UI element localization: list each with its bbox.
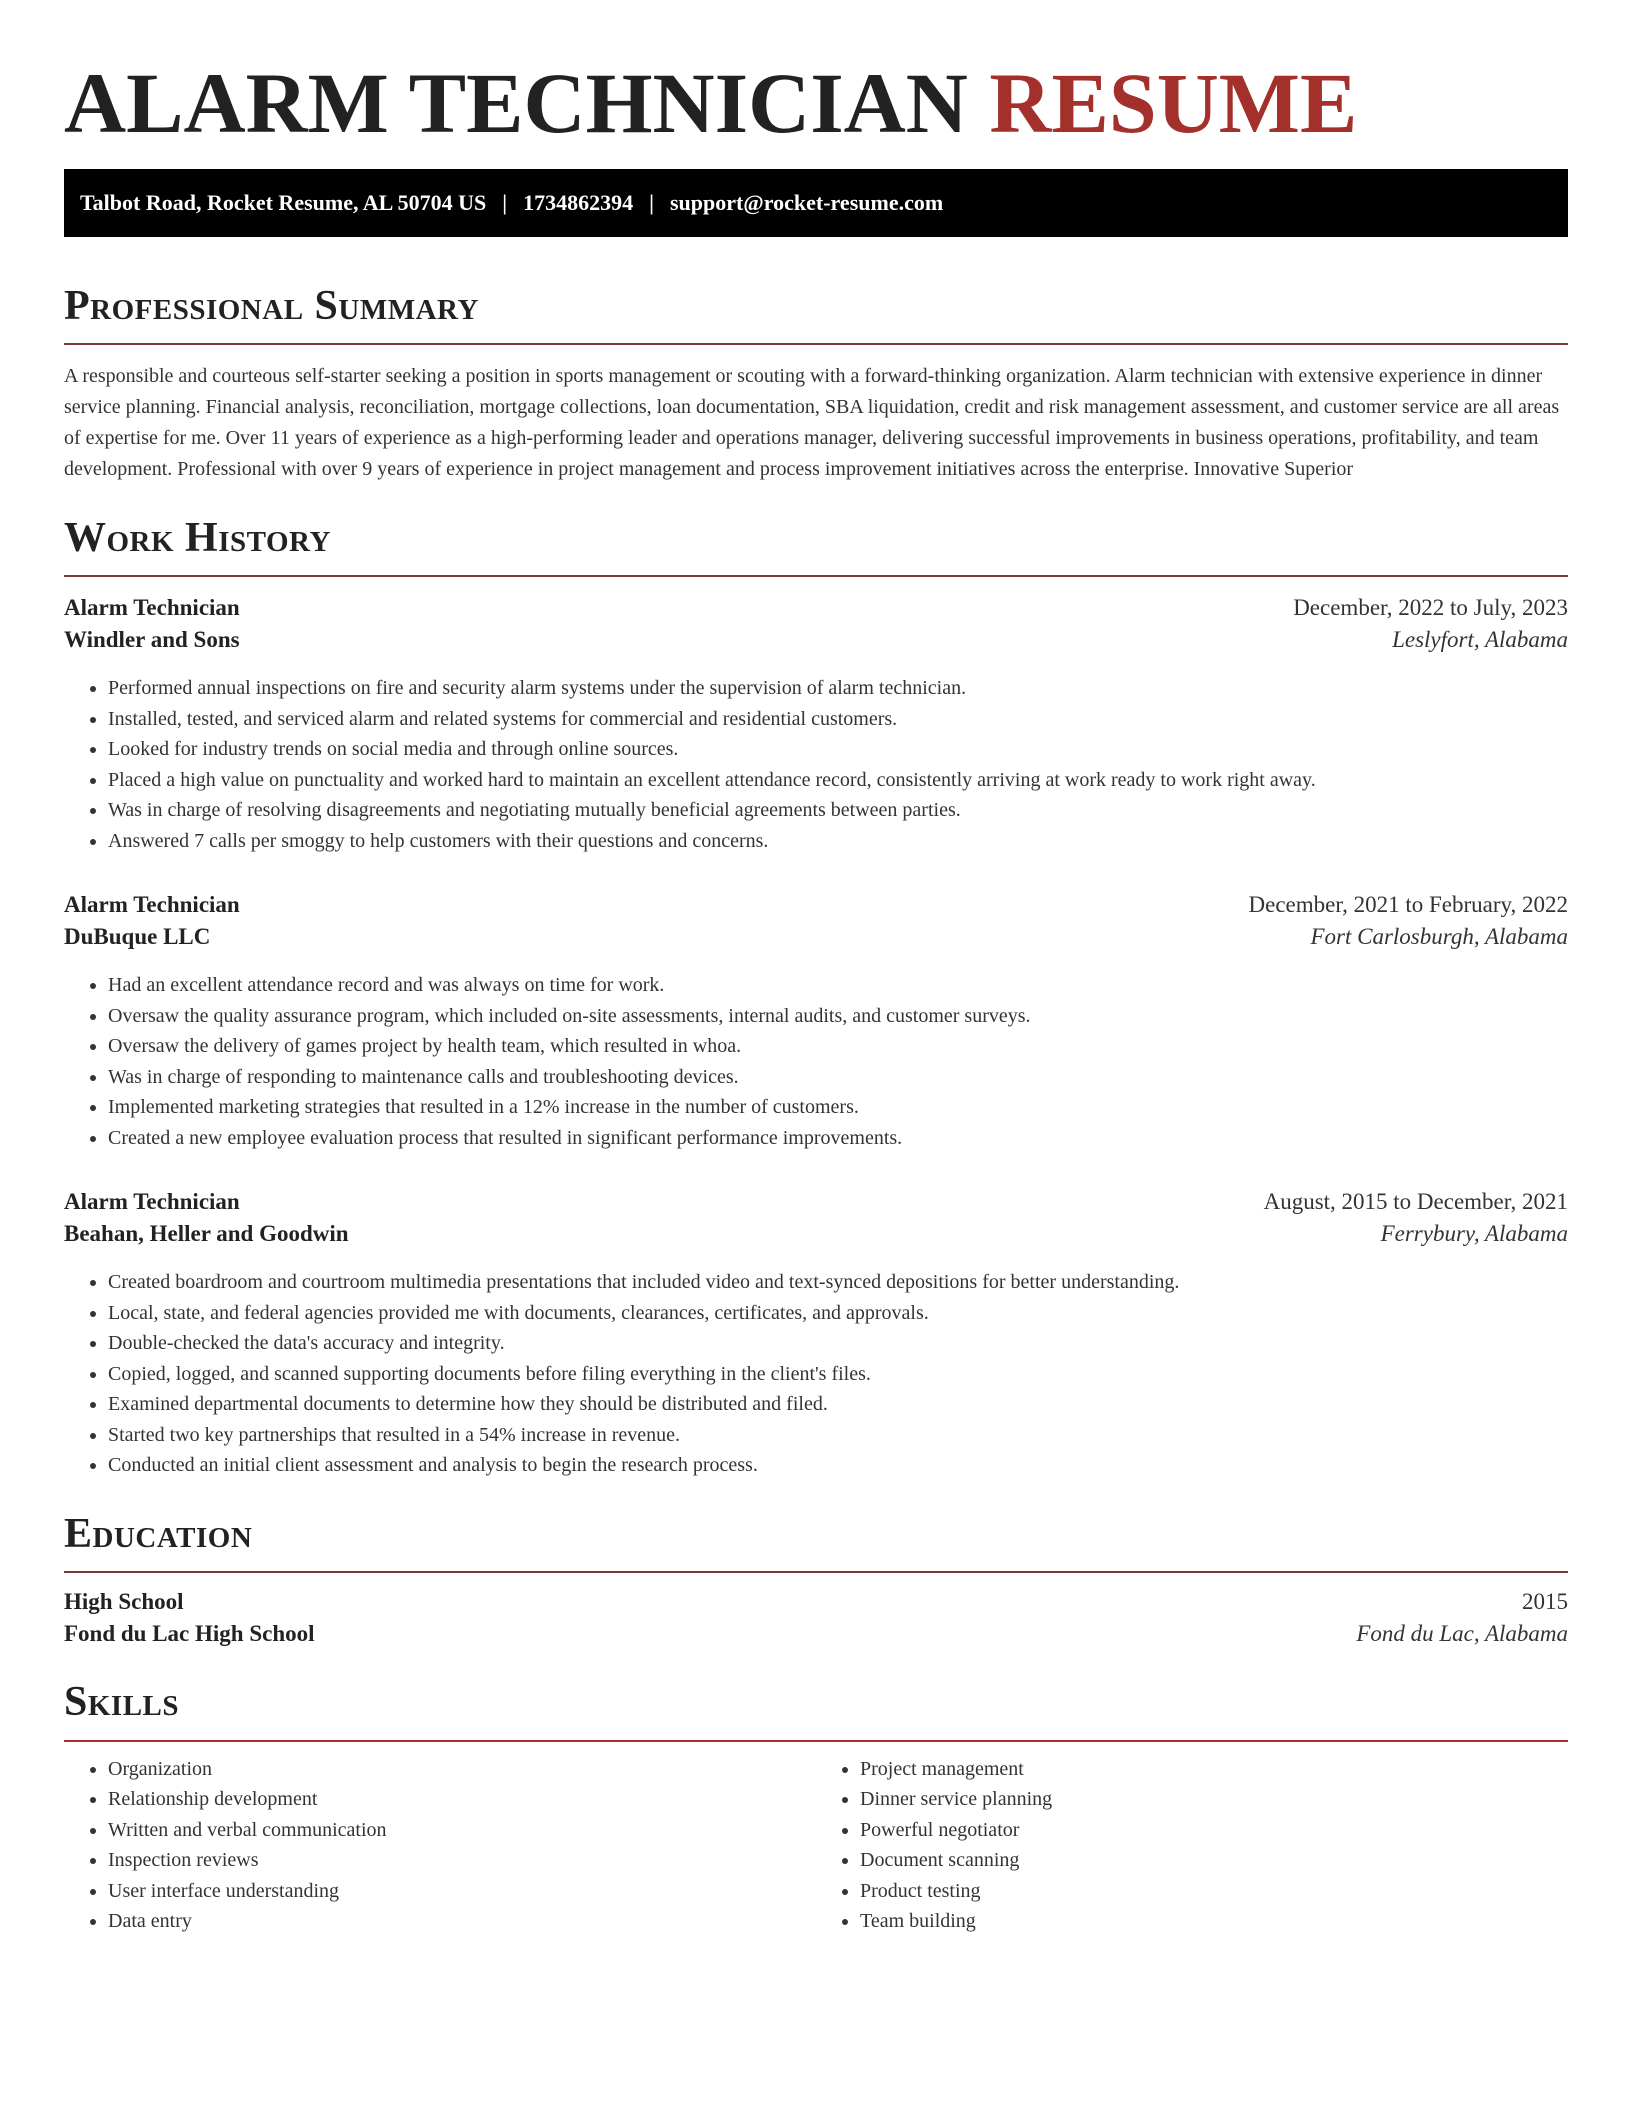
section-heading-work-history: Work History xyxy=(64,514,331,561)
job-company: Beahan, Heller and Goodwin xyxy=(64,1221,349,1247)
skill-item: • Data entry xyxy=(108,1906,816,1937)
list-item: • Performed annual inspections on fire and security alarm systems under the supervision of alarm technician. xyxy=(108,673,1568,704)
list-item: • Conducted an initial client assessment and analysis to begin the research process. xyxy=(108,1450,1568,1481)
skill-item: • Project management xyxy=(860,1754,1568,1785)
contact-separator: | xyxy=(502,189,508,215)
list-item: • Oversaw the delivery of games project by health team, which resulted in whoa. xyxy=(108,1031,1568,1062)
education-degree: High School xyxy=(64,1589,184,1615)
list-item: • Oversaw the quality assurance program, which included on-site assessments, internal audits, and customer surveys. xyxy=(108,1001,1568,1032)
contact-email[interactable]: support@rocket-resume.com xyxy=(669,189,944,215)
skill-item: • Dinner service planning xyxy=(860,1784,1568,1815)
job-location: Fort Carlosburgh, Alabama xyxy=(1310,924,1568,950)
skill-item: • Relationship development xyxy=(108,1784,816,1815)
title-accent: RESUME xyxy=(989,55,1358,151)
job-location: Ferrybury, Alabama xyxy=(1380,1221,1568,1247)
job-bullets xyxy=(64,673,1568,856)
section-divider xyxy=(64,1740,1568,1742)
job-company: Windler and Sons xyxy=(64,627,240,653)
skills-list-left xyxy=(64,1754,816,1937)
job-dates: December, 2021 to February, 2022 xyxy=(1248,892,1568,918)
job-dates: December, 2022 to July, 2023 xyxy=(1293,595,1568,621)
list-item: • Implemented marketing strategies that resulted in a 12% increase in the number of customers. xyxy=(108,1092,1568,1123)
resume-title xyxy=(64,0,1568,151)
contact-phone[interactable]: 1734862394 xyxy=(523,189,634,215)
job-entry xyxy=(64,1189,1568,1481)
section-divider xyxy=(64,575,1568,577)
job-title: Alarm Technician xyxy=(64,1189,240,1215)
skills-list-right xyxy=(816,1754,1568,1937)
list-item: • Had an excellent attendance record and was always on time for work. xyxy=(108,970,1568,1001)
contact-separator: | xyxy=(649,189,654,215)
job-entry xyxy=(64,892,1568,1153)
title-main: ALARM TECHNICIAN xyxy=(64,55,968,151)
skill-item: • Written and verbal communication xyxy=(108,1815,816,1846)
contact-bar xyxy=(64,169,1568,237)
skill-item: • Product testing xyxy=(860,1876,1568,1907)
skill-item: • Team building xyxy=(860,1906,1568,1937)
section-heading-education: Education xyxy=(64,1510,253,1557)
contact-address: Talbot Road, Rocket Resume, AL 50704 US xyxy=(80,189,487,215)
skills-grid xyxy=(64,1754,1568,1937)
job-location: Leslyfort, Alabama xyxy=(1392,627,1568,653)
job-title: Alarm Technician xyxy=(64,892,240,918)
list-item: • Double-checked the data's accuracy and integrity. xyxy=(108,1328,1568,1359)
job-bullets xyxy=(64,1267,1568,1481)
skill-item: • Inspection reviews xyxy=(108,1845,816,1876)
list-item: • Created a new employee evaluation process that resulted in significant performance improvements. xyxy=(108,1123,1568,1154)
list-item: • Examined departmental documents to determine how they should be distributed and filed. xyxy=(108,1389,1568,1420)
list-item: • Installed, tested, and serviced alarm and related systems for commercial and residential customers. xyxy=(108,704,1568,735)
skill-item: • User interface understanding xyxy=(108,1876,816,1907)
list-item: • Looked for industry trends on social media and through online sources. xyxy=(108,734,1568,765)
list-item: • Was in charge of responding to maintenance calls and troubleshooting devices. xyxy=(108,1062,1568,1093)
education-entry xyxy=(64,1589,1568,1647)
job-bullets xyxy=(64,970,1568,1153)
job-entry xyxy=(64,595,1568,856)
list-item: • Created boardroom and courtroom multimedia presentations that included video and text-synced depositions for better understanding. xyxy=(108,1267,1568,1298)
section-divider xyxy=(64,343,1568,345)
section-divider xyxy=(64,1571,1568,1573)
job-title: Alarm Technician xyxy=(64,595,240,621)
summary-section xyxy=(64,281,1568,485)
skill-item: • Powerful negotiator xyxy=(860,1815,1568,1846)
education-school: Fond du Lac High School xyxy=(64,1621,315,1647)
list-item: • Was in charge of resolving disagreements and negotiating mutually beneficial agreements between parties. xyxy=(108,795,1568,826)
job-company: DuBuque LLC xyxy=(64,924,211,950)
list-item: • Local, state, and federal agencies provided me with documents, clearances, certificates, and approvals. xyxy=(108,1298,1568,1329)
list-item: • Answered 7 calls per smoggy to help customers with their questions and concerns. xyxy=(108,826,1568,857)
work-history-section xyxy=(64,513,1568,1481)
section-heading-skills: Skills xyxy=(64,1679,180,1726)
list-item: • Placed a high value on punctuality and worked hard to maintain an excellent attendance record, consistently arriving at work ready to work right away. xyxy=(108,765,1568,796)
summary-text: A responsible and courteous self-starter seeking a position in sports management or scouting with a forward-thinking organization. Alarm technician with extensive experience in dinner service planning. Financial analysis, reconciliation, mortgage collections, loan documentation, SBA liquidation, credit and risk management assessment, and customer service are all areas of expertise for me. Over 11 years of experience as a high-performing leader and operations manager, delivering successful improvements in business operations, profitability, and team development. Professional with over 9 years of experience in project management and process improvement initiatives across the enterprise. Innovative Superior xyxy=(64,364,1560,480)
education-year: 2015 xyxy=(1522,1589,1568,1615)
section-heading-summary: Professional Summary xyxy=(64,282,479,329)
list-item: • Copied, logged, and scanned supporting documents before filing everything in the client's files. xyxy=(108,1359,1568,1390)
skill-item: • Document scanning xyxy=(860,1845,1568,1876)
skills-section xyxy=(64,1677,1568,1936)
job-dates: August, 2015 to December, 2021 xyxy=(1263,1189,1568,1215)
skill-item: • Organization xyxy=(108,1754,816,1785)
education-section xyxy=(64,1509,1568,1647)
education-location: Fond du Lac, Alabama xyxy=(1356,1621,1568,1647)
list-item: • Started two key partnerships that resulted in a 54% increase in revenue. xyxy=(108,1420,1568,1451)
